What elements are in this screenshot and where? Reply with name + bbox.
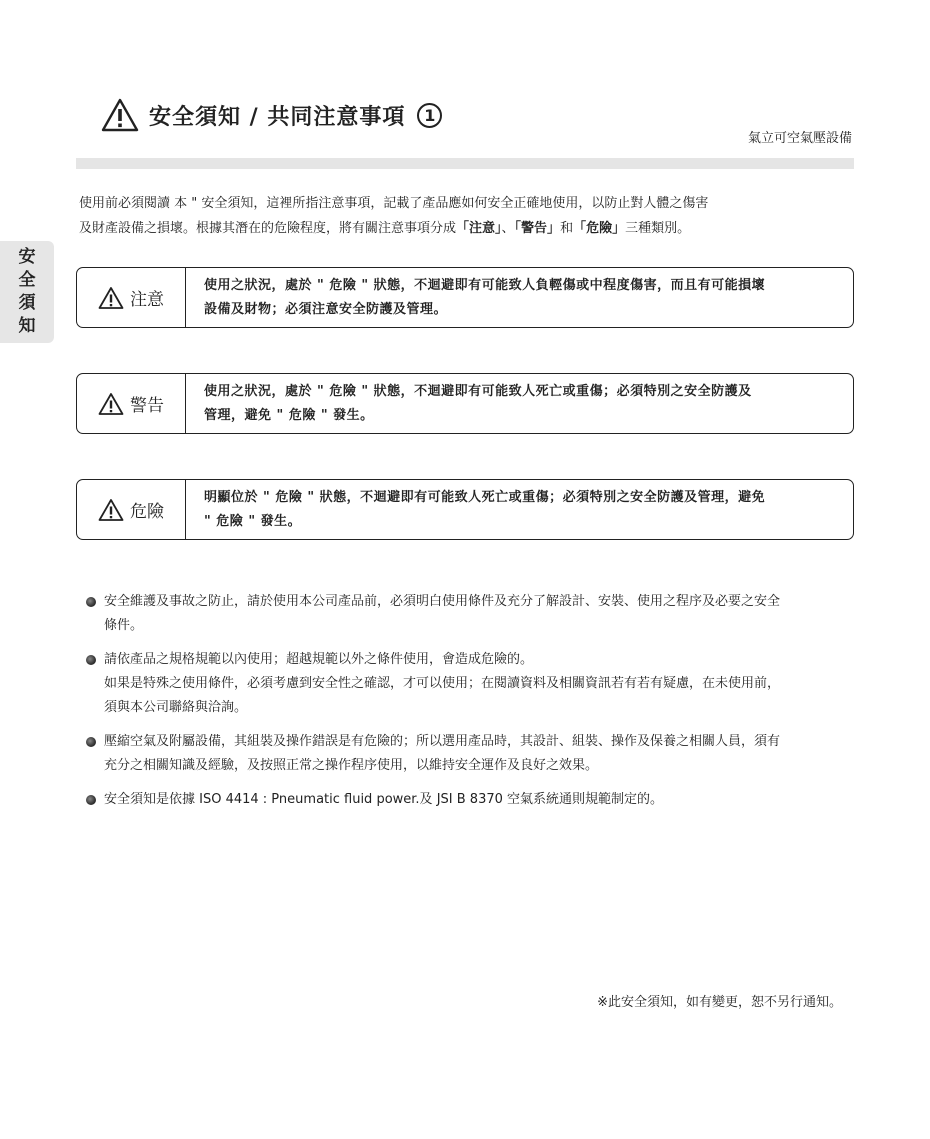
box-description: [186, 268, 853, 327]
note-line: 充分之相關知識及經驗，及按照正常之操作程序使用，以維持安全運作及良好之效果。: [104, 758, 599, 773]
list-item: [86, 788, 866, 812]
warning-icon: [98, 392, 124, 416]
page-header: [101, 95, 442, 135]
side-tab[interactable]: [0, 241, 54, 343]
box-line: 明顯位於 " 危險 " 狀態，不迴避即有可能致人死亡或重傷；必須特別之安全防護及管理，避免: [204, 490, 766, 505]
box-label-text: 注意: [130, 290, 164, 310]
caution-box: [76, 267, 854, 328]
note-line: 如果是特殊之使用條件，必須考慮到安全性之確認，才可以使用；在閱讀資料及相關資訊若有若有疑慮，在未使用前，: [104, 676, 781, 691]
note-line: 安全維護及事故之防止，請於使用本公司產品前，必須明白使用條件及充分了解設計、安裝、使用之程序及必要之安全: [104, 594, 781, 609]
box-line: 管理，避免 " 危險 " 發生。: [204, 408, 374, 423]
intro-separator: 、: [501, 221, 515, 236]
intro-text: 三種類別。: [625, 221, 691, 236]
box-line: 設備及財物；必須注意安全防護及管理。: [204, 302, 448, 317]
warning-box: [76, 373, 854, 434]
notes-list: [86, 590, 866, 822]
note-line: 條件。: [104, 618, 144, 633]
header-divider: [76, 158, 854, 169]
note-line: 請依產品之規格規範以內使用；超越規範以外之條件使用，會造成危險的。: [104, 652, 534, 667]
footer-note: ※此安全須知，如有變更，恕不另行通知。: [597, 995, 842, 1010]
intro-paragraph: [79, 191, 859, 241]
bullet-icon: [86, 737, 96, 747]
bullet-icon: [86, 655, 96, 665]
warning-icon: [101, 98, 139, 132]
category-warning: 「警告」: [514, 221, 561, 236]
danger-box: [76, 479, 854, 540]
box-label: [77, 480, 186, 539]
category-danger: 「危險」: [573, 221, 626, 236]
box-label-text: 警告: [130, 396, 164, 416]
category-caution: 「注意」: [456, 221, 502, 236]
box-line: 使用之狀況，處於 " 危險 " 狀態，不迴避即有可能致人負輕傷或中程度傷害，而且有可能損壞: [204, 278, 766, 293]
page-title: 安全須知 / 共同注意事項: [149, 104, 406, 130]
warning-icon: [98, 286, 124, 310]
box-line: 使用之狀況，處於 " 危險 " 狀態，不迴避即有可能致人死亡或重傷；必須特別之安全防護及: [204, 384, 752, 399]
list-item: [86, 590, 866, 638]
section-number: 1: [417, 103, 442, 128]
side-tab-char: 安: [18, 247, 36, 267]
note-line: 壓縮空氣及附屬設備，其組裝及操作錯誤是有危險的；所以選用產品時，其設計、組裝、操作及保養之相關人員，須有: [104, 734, 781, 749]
warning-icon: [98, 498, 124, 522]
side-tab-char: 知: [18, 316, 36, 336]
note-line: 須與本公司聯絡與洽詢。: [104, 700, 248, 715]
box-label-text: 危險: [130, 502, 164, 522]
intro-separator: 和: [560, 221, 574, 236]
list-item: [86, 648, 866, 720]
box-label: [77, 268, 186, 327]
box-label: [77, 374, 186, 433]
bullet-icon: [86, 795, 96, 805]
box-description: [186, 480, 853, 539]
side-tab-char: 全: [18, 270, 36, 290]
note-line: 安全須知是依據 ISO 4414 : Pneumatic fluid power.及 JSI B 8370 空氣系統通則規範制定的。: [104, 792, 664, 807]
box-description: [186, 374, 853, 433]
bullet-icon: [86, 597, 96, 607]
page-subtitle: 氣立可空氣壓設備: [747, 131, 852, 146]
box-line: " 危險 " 發生。: [204, 514, 302, 529]
side-tab-char: 須: [18, 293, 36, 313]
intro-text: 及財產設備之損壞。根據其潛在的危險程度，將有關注意事項分成: [79, 221, 457, 236]
intro-line: [79, 216, 859, 241]
list-item: [86, 730, 866, 778]
intro-line: 使用前必須閱讀 本 " 安全須知，這裡所指注意事項，記載了產品應如何安全正確地使用，以防止對人體之傷害: [79, 196, 709, 211]
